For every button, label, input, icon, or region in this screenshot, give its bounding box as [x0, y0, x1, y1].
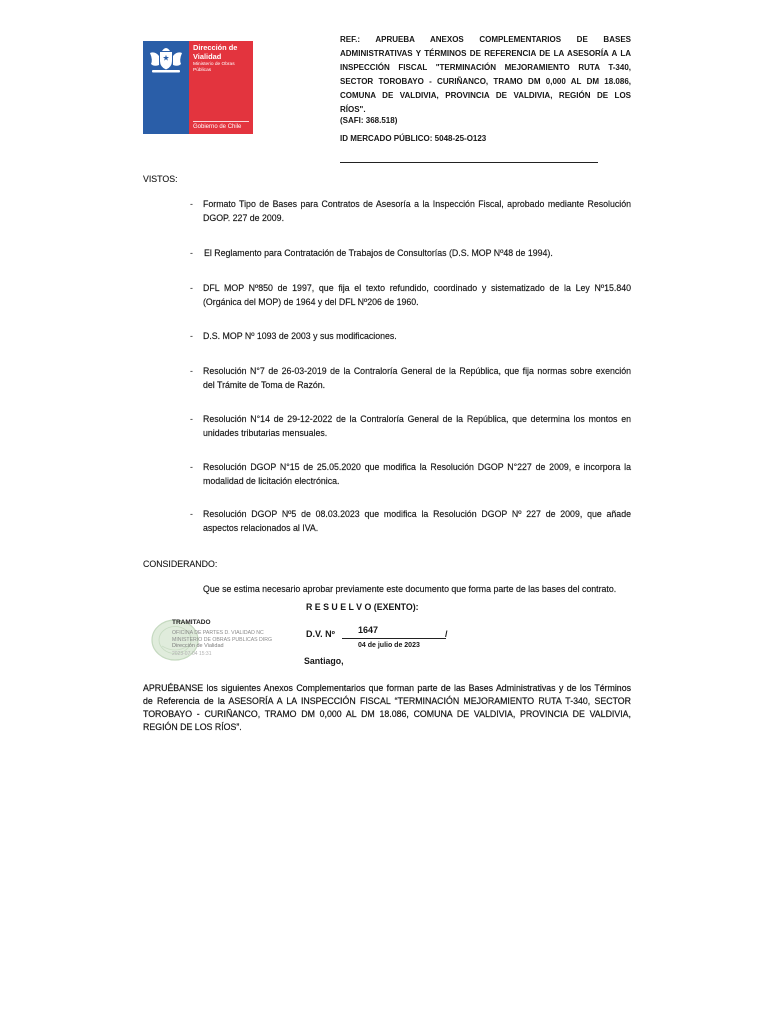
reference-line: INSPECCIÓN FISCAL "TERMINACIÓN MEJORAMIENTO RUTA T-340, — [340, 63, 631, 72]
vistos-item — [203, 282, 631, 309]
stamp-status: TRAMITADO — [172, 619, 211, 626]
resolution-line: de Referencia de la ASESORÍA A LA INSPECCIÓN FISCAL “TERMINACIÓN MEJORAMIENTO RUTA T-340, SECTOR — [143, 695, 631, 706]
safi-code: (SAFI: 368.518) — [340, 116, 398, 125]
bullet-dash: - — [190, 199, 193, 209]
reference-line: ADMINISTRATIVAS Y TÉRMINOS DE REFERENCIA DE LA ASESORÍA A LA — [340, 49, 631, 58]
reference-line: REF.: APRUEBA ANEXOS COMPLEMENTARIOS DE BASES — [340, 35, 631, 44]
stamp-office: OFICINA DE PARTES D. VIALIDAD NC — [172, 630, 264, 636]
reference-line: SECTOR TOROBAYO - CURIÑANCO, TRAMO DM 0,000 AL DM 18.086, — [340, 77, 631, 86]
bullet-dash: - — [190, 509, 193, 519]
vistos-item-line: del Trámite de Toma de Razón. — [203, 379, 326, 390]
dv-date: 04 de julio de 2023 — [358, 642, 420, 649]
vistos-item — [203, 198, 631, 225]
stamp-unit: Dirección de Vialidad — [172, 643, 224, 649]
reference-line: RÍOS". — [340, 105, 366, 114]
vistos-item — [204, 247, 632, 261]
vistos-item — [203, 413, 631, 440]
vistos-item-line: Resolución DGOP Nº5 de 08.03.2023 que modifica la Resolución DGOP Nº 227 de 2009, que añade — [203, 509, 631, 519]
vistos-item-line: Formato Tipo de Bases para Contratos de Asesoría a la Inspección Fiscal, aprobado mediante Resolución — [203, 199, 631, 209]
logo-blue-panel — [143, 41, 189, 134]
resolution-paragraph — [143, 682, 631, 734]
logo-government-name: Gobierno de Chile — [193, 124, 242, 130]
header-rule — [340, 162, 598, 163]
resolution-line: REGIÓN DE LOS RÍOS”. — [143, 721, 242, 732]
bullet-dash: - — [190, 366, 193, 376]
bullet-dash: - — [190, 248, 193, 258]
considerando-text: Que se estima necesario aprobar previamente este documento que forma parte de las bases del contrato. — [203, 584, 617, 594]
place-name: Santiago, — [304, 656, 344, 666]
vistos-item-line: DFL MOP Nº850 de 1997, que fija el texto refundido, coordinado y sistematizado de la Ley Nº15.840 — [203, 283, 631, 293]
logo-ministry-line: Públicas — [193, 68, 212, 73]
resolution-line: TOROBAYO - CURIÑANCO, TRAMO DM 0,000 AL DM 18.086, COMUNA DE VALDIVIA, PROVINCIA DE VALDIVIA, — [143, 708, 631, 719]
vistos-item-line: aspectos relacionados al IVA. — [203, 522, 319, 533]
vistos-item — [203, 365, 631, 392]
gobierno-de-chile-logo — [143, 41, 253, 134]
reference-block — [340, 33, 631, 117]
logo-red-panel — [189, 41, 253, 134]
logo-ministry-line: Ministerio de Obras — [193, 62, 235, 67]
vistos-heading: VISTOS: — [143, 174, 178, 184]
vistos-item — [203, 330, 631, 344]
dv-label: D.V. Nº — [306, 629, 335, 639]
bullet-dash: - — [190, 331, 193, 341]
logo-unit-line: Dirección de — [193, 43, 238, 52]
vistos-item — [203, 508, 631, 535]
logo-ministry-name — [193, 62, 235, 74]
dv-underline — [342, 638, 446, 639]
reference-line: COMUNA DE VALDIVIA, PROVINCIA DE VALDIVIA, REGIÓN DE LOS — [340, 91, 631, 100]
logo-divider — [193, 121, 249, 122]
bullet-dash: - — [190, 283, 193, 293]
logo-unit-line: Vialidad — [193, 52, 222, 61]
resolution-line: APRUÉBANSE los siguientes Anexos Complementarios que forman parte de las Bases Administrativas y de los Términos — [143, 682, 631, 693]
mercado-publico-id: ID MERCADO PÚBLICO: 5048-25-O123 — [340, 134, 487, 143]
resuelvo-heading: R E S U E L V O (EXENTO): — [306, 602, 419, 612]
vistos-item — [203, 461, 631, 488]
vistos-item-line: unidades tributarias mensuales. — [203, 427, 328, 438]
vistos-item-line: Resolución N°7 de 26-03-2019 de la Contraloría General de la República, que fija normas sobre exención — [203, 366, 631, 376]
dv-number: 1647 — [358, 625, 379, 635]
considerando-heading: CONSIDERANDO: — [143, 559, 218, 569]
dv-separator: / — [445, 629, 448, 639]
stamp-ministry: MINISTERIO DE OBRAS PUBLICAS DIRG — [172, 637, 273, 643]
logo-unit-name — [193, 43, 237, 61]
vistos-item-line: modalidad de licitación electrónica. — [203, 475, 340, 486]
vistos-item-line: DGOP. 227 de 2009. — [203, 212, 285, 223]
vistos-item-line: Resolución N°14 de 29-12-2022 de la Contraloría General de la República, que determina los montos en — [203, 414, 631, 424]
bullet-dash: - — [190, 462, 193, 472]
vistos-item-line: (Orgánica del MOP) de 1964 y del DFL Nº206 de 1960. — [203, 296, 419, 307]
stamp-timestamp: 2023-07-04 15:31 — [172, 651, 212, 657]
bullet-dash: - — [190, 414, 193, 424]
vistos-item-line: Resolución DGOP N°15 de 25.05.2020 que modifica la Resolución DGOP N°227 de 2009, e incorpora la — [203, 462, 631, 472]
vistos-item-line: D.S. MOP Nº 1093 de 2003 y sus modificaciones. — [203, 331, 397, 341]
coat-of-arms-icon — [148, 44, 184, 74]
vistos-item-line: El Reglamento para Contratación de Trabajos de Consultorías (D.S. MOP Nº48 de 1994). — [204, 248, 553, 258]
